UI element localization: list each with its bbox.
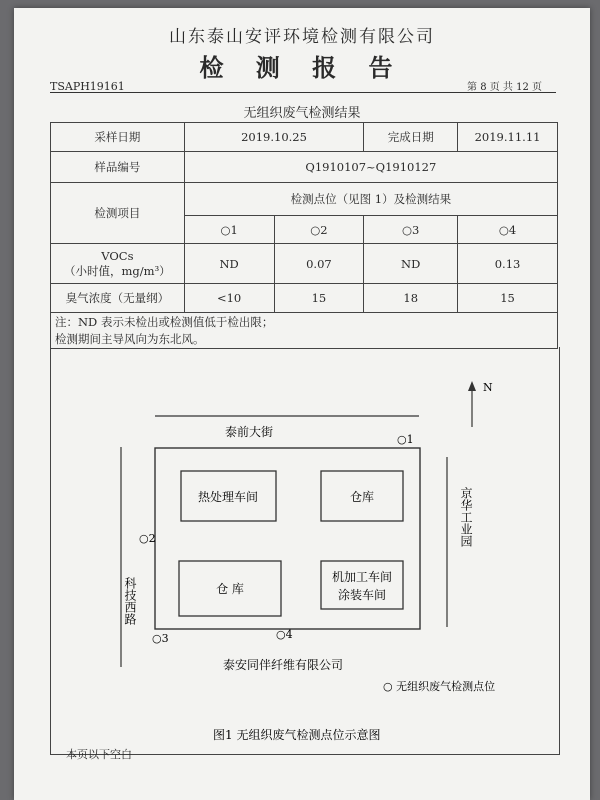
sampling-date-label: 采样日期 [51,123,185,152]
odor-value-3: 18 [364,284,458,313]
site-map-box [50,347,560,755]
vocs-label-cell [51,244,185,284]
report-page [14,8,590,800]
note-line-1: 注：ND 表示未检出或检测值低于检出限； [55,314,274,329]
item-label: 检测项目 [51,183,185,244]
vocs-value-2: 0.07 [274,244,364,284]
table-row [51,152,558,183]
report-number: TSAPH19161 [50,80,125,93]
points-header: 检测点位（见图 1）及检测结果 [184,183,557,216]
building-warehouse-2-label: 仓 库 [216,582,244,596]
point-header-3: ○3 [364,216,458,244]
building-machining-label: 机加工车间 [331,570,393,584]
sampling-point-1: ○1 [397,433,414,446]
odor-value-4: 15 [458,284,558,313]
site-map [51,347,559,754]
point-header-1: ○1 [184,216,274,244]
results-table [50,122,558,349]
north-label: N [483,381,493,394]
vocs-label: VOCs [101,248,134,263]
odor-label: 臭气浓度（无量纲） [51,284,185,313]
point-header-4: ○4 [458,216,558,244]
sampling-point-3: ○3 [152,632,169,645]
road-top-label: 泰前大街 [225,425,274,439]
sample-no-label: 样品编号 [51,152,185,183]
table-row [51,183,558,216]
table-title: 无组织废气检测结果 [243,106,361,121]
sampling-point-2: ○2 [139,532,156,545]
building-painting-label: 涂装车间 [337,588,387,602]
header-rule [50,92,556,93]
vocs-value-1: ND [184,244,274,284]
page-footer-note: 本页以下空白 [66,748,132,761]
report-title: 检 测 报 告 [199,53,405,82]
sample-no-value: Q1910107~Q1910127 [184,152,557,183]
road-left-label: 科技西路 [123,577,137,625]
map-legend: ○ 无组织废气检测点位 [383,680,496,693]
odor-value-2: 15 [274,284,364,313]
finish-date-value: 2019.11.11 [458,123,558,152]
building-warehouse-1-label: 仓库 [349,490,375,504]
table-row [51,284,558,313]
vocs-unit: （小时值，mg/m³） [64,263,171,278]
table-row [51,244,558,284]
building-heat-treatment-label: 热处理车间 [197,490,259,504]
sampling-point-4: ○4 [276,628,293,641]
finish-date-label: 完成日期 [364,123,458,152]
vocs-value-4: 0.13 [458,244,558,284]
note-cell [51,313,558,349]
north-arrowhead-icon [468,381,476,391]
odor-value-1: <10 [184,284,274,313]
page-info: 第 8 页 共 12 页 [467,82,542,93]
table-row [51,123,558,152]
company-name: 山东泰山安评环境检测有限公司 [169,27,435,47]
sampling-date-value: 2019.10.25 [184,123,364,152]
point-header-2: ○2 [274,216,364,244]
park-right-label: 京华工业园 [459,487,473,547]
map-caption: 图1 无组织废气检测点位示意图 [213,728,381,742]
company-label: 泰安同伴纤维有限公司 [223,658,344,672]
vocs-value-3: ND [364,244,458,284]
table-row [51,313,558,349]
note-line-2: 检测期间主导风向为东北风。 [55,331,205,346]
